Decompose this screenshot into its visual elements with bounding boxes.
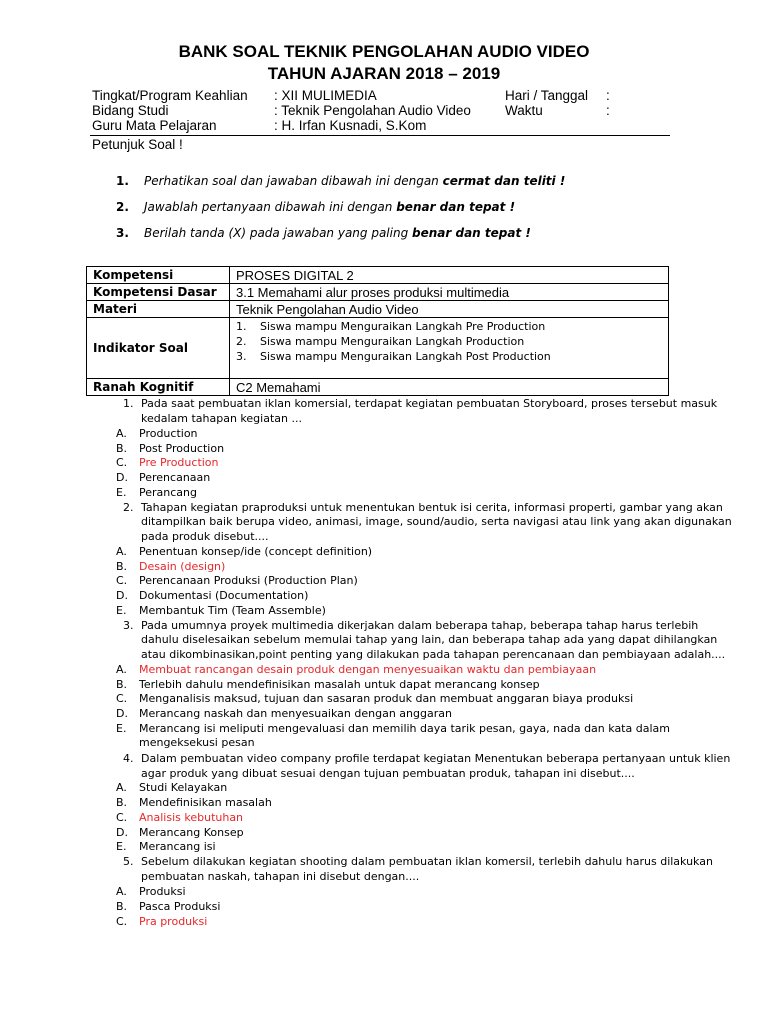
q2-opt-c: Perencanaan Produksi (Production Plan) [139,574,358,587]
q5-opt-b: Pasca Produksi [139,900,221,913]
q1-line: Pada saat pembuatan iklan komersial, terdapat kegiatan pembuatan Storyboard, proses tersebut masuk [141,397,718,410]
q3-opt-b: Terlebih dahulu mendefinisikan masalah untuk dapat merancang konsep [139,678,540,691]
q3-opt-letter: C. [116,692,128,705]
program-value: : XII MULIMEDIA [274,88,377,103]
q5-opt-letter: C. [116,915,128,928]
q2-opt-b-answer: Desain (design) [139,560,226,573]
q2-line: Tahapan kegiatan praproduksi untuk menentukan bentuk isi cerita, informasi properti, gambar yang akan [141,501,723,514]
instruction-3-num: 3. [116,226,129,240]
ranah-value: C2 Memahami [230,379,669,396]
program-label: Tingkat/Program Keahlian [92,88,248,103]
q2-opt-letter: A. [116,545,127,558]
indikator-item: 2. Siswa mampu Menguraikan Langkah Production [236,335,525,348]
q2-num: 2. [123,501,134,514]
q4-opt-b: Mendefinisikan masalah [139,796,272,809]
q3-opt-letter: B. [116,678,128,691]
instruction-1-bold: cermat dan teliti ! [442,174,566,188]
instruction-2-text: Jawablah pertanyaan dibawah ini dengan [144,200,397,214]
q2-opt-letter: B. [116,560,128,573]
instruction-2-num: 2. [116,200,129,214]
q4-opt-letter: E. [116,840,127,853]
q3-line: dahulu diselesaikan sebelum memulai tahap yang lain, dan beberapa tahap ada yang dapat dihilangkan [141,633,718,646]
q2-line: pada produk disebut.... [141,530,269,543]
instruction-3-bold: benar dan tepat ! [412,226,531,240]
instruction-3-text: Berilah tanda (X) pada jawaban yang paling [144,226,413,240]
q2-opt-a: Penentuan konsep/ide (concept definition) [139,545,373,558]
q2-opt-d: Dokumentasi (Documentation) [139,589,309,602]
q3-opt-letter: D. [116,707,128,720]
doc-title: BANK SOAL TEKNIK PENGOLAHAN AUDIO VIDEO [178,42,590,61]
kompetensi-label: Kompetensi [87,267,230,284]
q4-opt-letter: C. [116,811,128,824]
q1-opt-letter: E. [116,486,127,499]
q1-line: kedalam tahapan kegiatan ... [141,412,302,425]
q2-opt-e: Membantuk Tim (Team Assemble) [139,604,326,617]
q5-opt-letter: B. [116,900,128,913]
waktu-label: Waktu [505,103,543,118]
hari-label: Hari / Tanggal [505,88,589,103]
q1-opt-letter: D. [116,471,128,484]
q1-opt-d: Perencanaan [139,471,211,484]
q5-opt-c-answer: Pra produksi [139,915,208,928]
hari-colon: : [606,88,610,103]
q4-opt-letter: A. [116,781,127,794]
q1-opt-letter: A. [116,427,127,440]
q3-num: 3. [123,619,134,632]
q3-opt-e: Merancang isi meliputi mengevaluasi dan memilih daya tarik pesan, gaya, nada dan kata dalam [139,722,670,735]
q1-opt-letter: C. [116,456,128,469]
guru-label: Guru Mata Pelajaran [92,118,217,133]
indikator-label: Indikator Soal [87,318,230,379]
q2-opt-letter: D. [116,589,128,602]
q3-opt-a-answer: Membuat rancangan desain produk dengan menyesuaikan waktu dan pembiayaan [139,663,597,676]
q1-opt-b: Post Production [139,442,225,455]
q1-opt-letter: B. [116,442,128,455]
q4-opt-a: Studi Kelayakan [139,781,228,794]
q5-opt-a: Produksi [139,885,186,898]
bidang-value: : Teknik Pengolahan Audio Video [274,103,471,118]
q4-opt-e: Merancang isi [139,840,216,853]
q2-opt-letter: E. [116,604,127,617]
q2-opt-letter: C. [116,574,128,587]
q5-line: Sebelum dilakukan kegiatan shooting dalam pembuatan iklan komersil, terlebih dahulu harus dilakukan [141,855,713,868]
q5-line: pembuatan naskah, tahapan ini disebut dengan.... [141,870,420,883]
info-table [86,266,669,396]
q1-num: 1. [123,397,134,410]
q1-opt-c-answer: Pre Production [139,456,219,469]
q5-num: 5. [123,855,134,868]
instruction-1-num: 1. [116,174,129,188]
waktu-colon: : [606,103,610,118]
materi-value: Teknik Pengolahan Audio Video [230,301,669,318]
kompetensi-value: PROSES DIGITAL 2 [230,267,669,284]
q3-opt-letter: A. [116,663,127,676]
q4-opt-d: Merancang Konsep [139,826,244,839]
indikator-item: 3. Siswa mampu Menguraikan Langkah Post Production [236,350,551,363]
materi-label: Materi [87,301,230,318]
q5-opt-letter: A. [116,885,127,898]
indikator-list [230,318,669,379]
guru-value: : H. Irfan Kusnadi, S.Kom [274,118,427,133]
instruction-1-text: Perhatikan soal dan jawaban dibawah ini dengan [144,174,443,188]
q1-opt-e: Perancang [139,486,197,499]
q3-opt-e-cont: mengeksekusi pesan [139,736,255,749]
doc-subtitle: TAHUN AJARAN 2018 – 2019 [267,64,501,83]
indikator-item: 1. Siswa mampu Menguraikan Langkah Pre Production [236,320,546,333]
kd-label: Kompetensi Dasar [87,284,230,301]
petunjuk-label: Petunjuk Soal ! [92,137,183,152]
q1-opt-a: Production [139,427,198,440]
header-divider [90,135,670,136]
q3-opt-d: Merancang naskah dan menyesuaikan dengan anggaran [139,707,452,720]
q3-line: Pada umumnya proyek multimedia dikerjakan dalam beberapa tahap, beberapa tahap harus terlebih [141,619,699,632]
kd-value: 3.1 Memahami alur proses produksi multimedia [230,284,669,301]
q3-opt-c: Menganalisis maksud, tujuan dan sasaran produk dan membuat anggaran biaya produksi [139,692,634,705]
q2-line: ditampilkan baik berupa video, animasi, image, sound/audio, serta navigasi atau link yang akan digunakan [141,515,732,528]
q4-opt-letter: D. [116,826,128,839]
instruction-2-bold: benar dan tepat ! [396,200,516,214]
q4-line: agar produk yang dibuat sesuai dengan tujuan pembuatan produk, tahapan ini disebut.... [141,767,635,780]
q3-opt-letter: E. [116,722,127,735]
q4-opt-c-answer: Analisis kebutuhan [139,811,244,824]
bidang-label: Bidang Studi [92,103,169,118]
q4-line: Dalam pembuatan video company profile terdapat kegiatan Menentukan beberapa pertanyaan untuk klien [141,752,731,765]
q4-opt-letter: B. [116,796,128,809]
ranah-label: Ranah Kognitif [87,379,230,396]
q4-num: 4. [123,752,134,765]
q3-line: atau dikombinasikan,point penting yang dilakukan pada tahapan perencanaan dan pembiayaan adalah.... [141,648,726,661]
